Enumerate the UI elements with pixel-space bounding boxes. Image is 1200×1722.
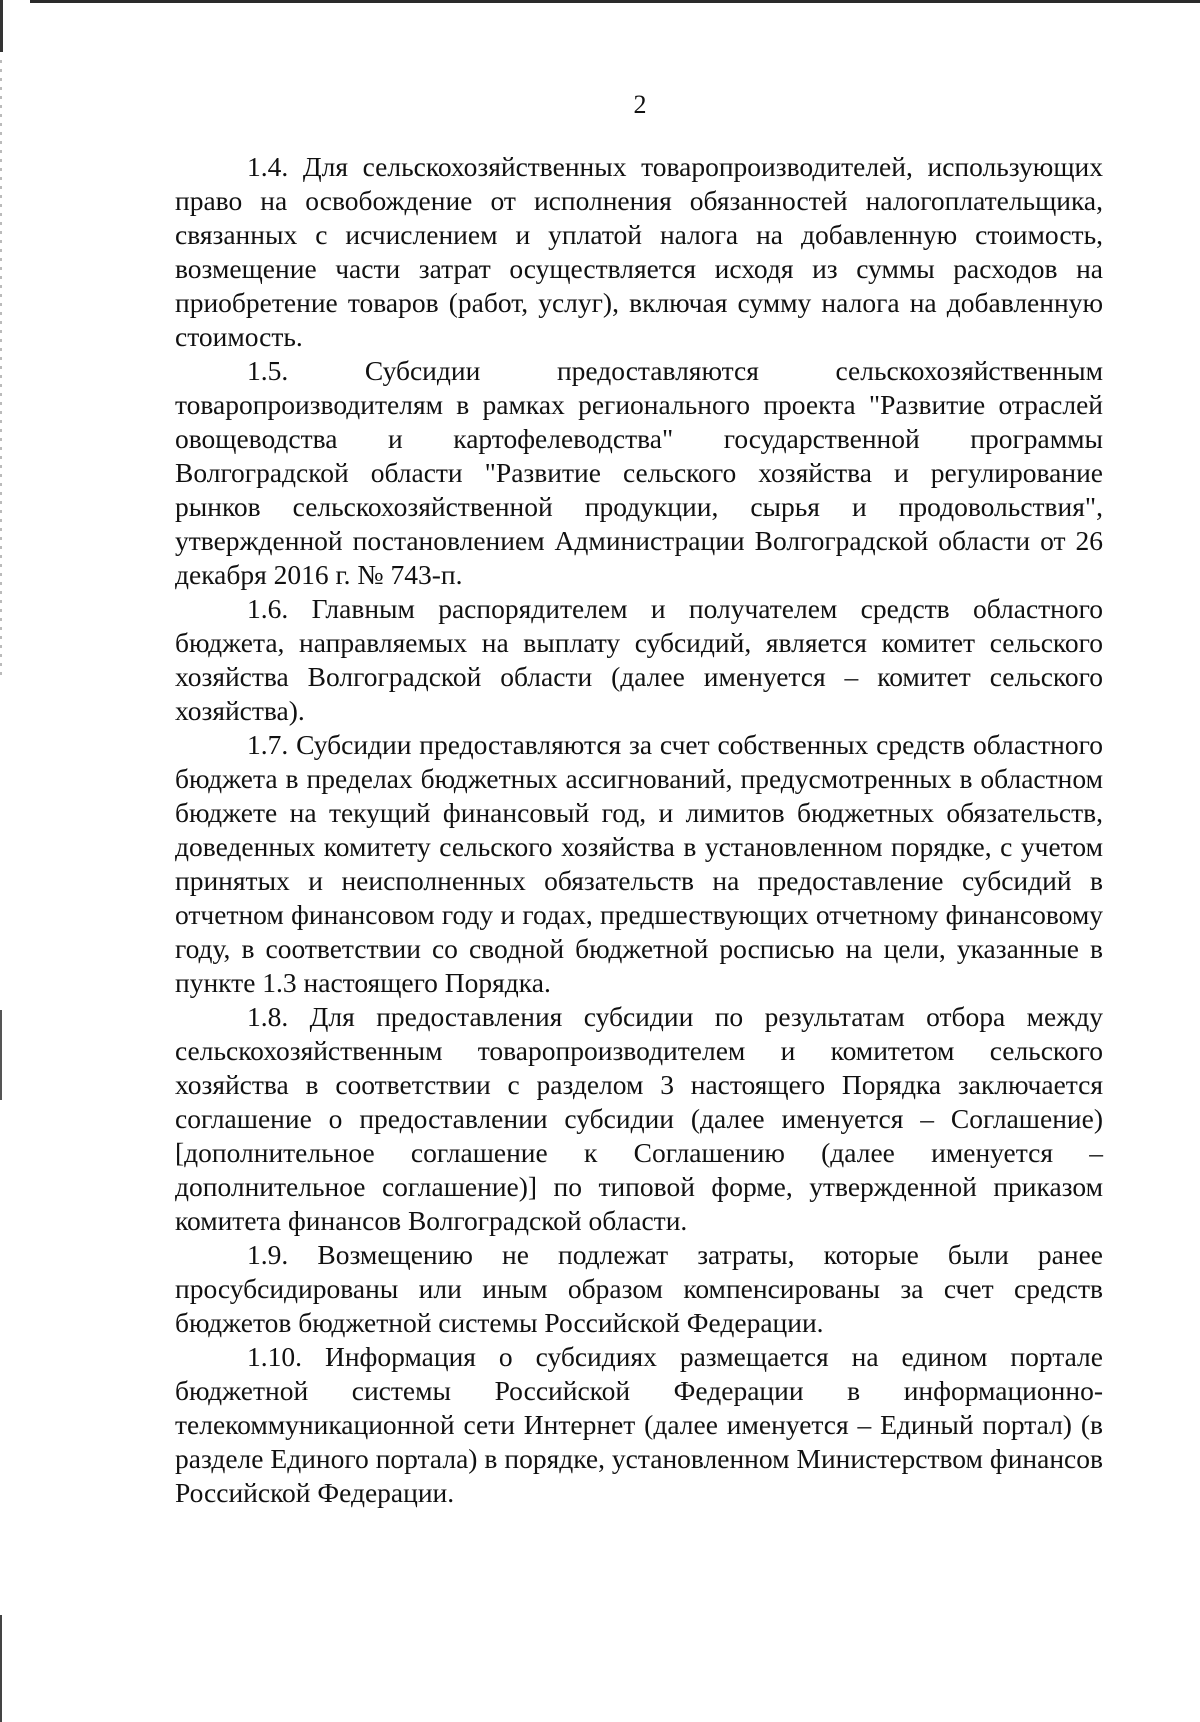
paragraph-1-8: 1.8. Для предоставления субсидии по результатам отбора между сельскохозяйственным товаропроизводителем и комитетом сельского хозяйства в соответствии с разделом 3 настоящего Порядка заключается соглашение о предоставлении субсидии (далее именуется – Соглашение) [дополнительное соглашение к Соглашению (далее именуется – дополнительное соглашение)] по типовой форме, утвержденной приказом комитета финансов Волгоградской области.	[175, 1001, 1103, 1236]
scan-edge-top	[30, 0, 1200, 3]
paragraph-1-10: 1.10. Информация о субсидиях размещается на едином портале бюджетной системы Российской Федерации в информационно-телекоммуникационной сети Интернет (далее именуется – Единый портал) (в разделе Единого портала) в порядке, установленном Министерством финансов Российской Федерации.	[175, 1341, 1103, 1508]
paragraph-1-5: 1.5. Субсидии предоставляются сельскохозяйственным товаропроизводителям в рамках регионального проекта "Развитие отраслей овощеводства и картофелеводства" государственной программы Волгоградской области "Развитие сельского хозяйства и регулирование рынков сельскохозяйственной продукции, сырья и продовольствия", утвержденной постановлением Администрации Волгоградской области от 26 декабря 2016 г. № 743-п.	[175, 355, 1103, 590]
paragraph-1-6: 1.6. Главным распорядителем и получателем средств областного бюджета, направляемых на выплату субсидий, является комитет сельского хозяйства Волгоградской области (далее именуется – комитет сельского хозяйства).	[175, 593, 1103, 726]
paragraph-1-9: 1.9. Возмещению не подлежат затраты, которые были ранее просубсидированы или иным образом компенсированы за счет средств бюджетов бюджетной системы Российской Федерации.	[175, 1239, 1103, 1338]
page-number: 2	[633, 90, 647, 119]
paragraph-1-4: 1.4. Для сельскохозяйственных товаропроизводителей, использующих право на освобождение от исполнения обязанностей налогоплательщика, связанных с исчислением и уплатой налога на добавленную стоимость, возмещение части затрат осуществляется исходя из суммы расходов на приобретение товаров (работ, услуг), включая сумму налога на добавленную стоимость.	[175, 151, 1103, 352]
scan-edge-left-bottom	[0, 1615, 2, 1722]
paragraph-1-7: 1.7. Субсидии предоставляются за счет собственных средств областного бюджета в пределах бюджетных ассигнований, предусмотренных в областном бюджете на текущий финансовый год, и лимитов бюджетных обязательств, доведенных комитету сельского хозяйства в установленном порядке, с учетом принятых и неисполненных обязательств на предоставление субсидий в отчетном финансовом году и годах, предшествующих отчетному финансовому году, в соответствии со сводной бюджетной росписью на цели, указанные в пункте 1.3 настоящего Порядка.	[175, 729, 1103, 998]
scan-edge-left-dashed	[0, 60, 2, 680]
scan-edge-left	[0, 0, 3, 52]
scan-edge-left-mark	[0, 1010, 2, 1100]
document-body	[175, 150, 1103, 1510]
